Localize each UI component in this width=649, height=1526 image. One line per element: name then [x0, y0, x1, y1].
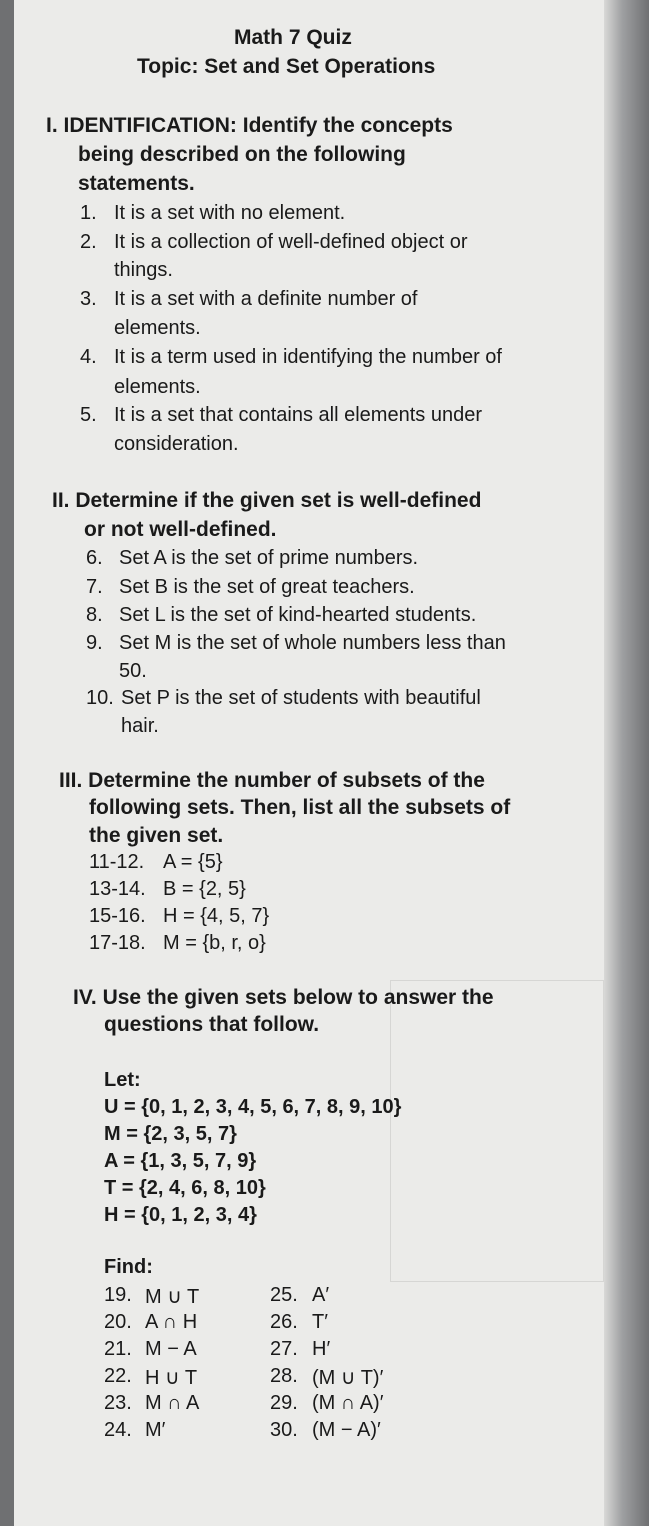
section3-heading-line1: III. Determine the number of subsets of the	[59, 769, 485, 792]
set-expression: M − A	[145, 1338, 197, 1360]
item-number: 28.	[270, 1365, 298, 1387]
item-number: 26.	[270, 1311, 298, 1333]
set-expression: H ∪ T	[145, 1367, 198, 1389]
item-text: hair.	[121, 715, 159, 737]
section3-heading-line2: following sets. Then, list all the subsets of	[89, 796, 511, 819]
item-number: 30.	[270, 1419, 298, 1441]
item-text: Set L is the set of kind-hearted students.	[119, 604, 477, 626]
item-text: It is a set that contains all elements under	[114, 404, 482, 426]
set-expression: M ∩ A	[145, 1392, 200, 1414]
set-expression: (M ∪ T)′	[312, 1367, 384, 1389]
item-number: 8.	[86, 604, 103, 626]
set-definition: U = {0, 1, 2, 3, 4, 5, 6, 7, 8, 9, 10}	[104, 1096, 402, 1118]
section3-heading-line3: the given set.	[89, 824, 224, 847]
item-number: 2.	[80, 231, 97, 253]
set-expression: (M − A)′	[312, 1419, 381, 1441]
item-number: 17-18.	[89, 932, 146, 954]
section2-heading-line1: II. Determine if the given set is well-defined	[52, 489, 482, 512]
item-text: Set B is the set of great teachers.	[119, 576, 415, 598]
item-number: 19.	[104, 1284, 132, 1306]
quiz-title: Math 7 Quiz	[234, 26, 352, 49]
item-number: 21.	[104, 1338, 132, 1360]
item-number: 20.	[104, 1311, 132, 1333]
set-expression: T′	[312, 1311, 328, 1333]
item-number: 23.	[104, 1392, 132, 1414]
set-expression: M = {b, r, o}	[163, 932, 266, 954]
item-number: 10.	[86, 687, 114, 709]
item-number: 25.	[270, 1284, 298, 1306]
section4-heading-line2: questions that follow.	[104, 1013, 320, 1036]
section1-heading-line1: I. IDENTIFICATION: Identify the concepts	[46, 114, 453, 137]
item-number: 24.	[104, 1419, 132, 1441]
item-text: elements.	[114, 317, 201, 339]
item-text: Set M is the set of whole numbers less than	[119, 632, 506, 654]
section1-heading-line3: statements.	[78, 172, 195, 195]
set-expression: H = {4, 5, 7}	[163, 905, 270, 927]
item-text: Set P is the set of students with beautiful	[121, 687, 481, 709]
set-expression: (M ∩ A)′	[312, 1392, 384, 1414]
item-text: elements.	[114, 376, 201, 398]
set-expression: B = {2, 5}	[163, 878, 246, 900]
item-text: It is a set with no element.	[114, 202, 346, 224]
item-text: It is a collection of well-defined object or	[114, 231, 468, 253]
set-expression: M′	[145, 1419, 166, 1441]
set-expression: A = {5}	[163, 851, 223, 873]
section2-heading-line2: or not well-defined.	[84, 518, 277, 541]
item-text: consideration.	[114, 433, 239, 455]
item-number: 7.	[86, 576, 103, 598]
bleed-through-box	[390, 980, 604, 1282]
section4-heading-line1: IV. Use the given sets below to answer the	[73, 986, 494, 1009]
set-definition: A = {1, 3, 5, 7, 9}	[104, 1150, 257, 1172]
quiz-topic: Topic: Set and Set Operations	[137, 55, 436, 78]
quiz-paper	[14, 0, 604, 1526]
item-number: 13-14.	[89, 878, 146, 900]
item-text: It is a set with a definite number of	[114, 288, 418, 310]
set-expression: A′	[312, 1284, 330, 1306]
section1-heading-line2: being described on the following	[78, 143, 406, 166]
item-number: 22.	[104, 1365, 132, 1387]
set-expression: A ∩ H	[145, 1311, 198, 1333]
item-text: 50.	[119, 660, 147, 682]
set-definition: T = {2, 4, 6, 8, 10}	[104, 1177, 266, 1199]
item-text: It is a term used in identifying the number of	[114, 346, 502, 368]
item-number: 3.	[80, 288, 97, 310]
paper-edge-shadow	[604, 0, 649, 1526]
let-label: Let:	[104, 1069, 141, 1091]
find-label: Find:	[104, 1256, 153, 1278]
item-number: 1.	[80, 202, 97, 224]
item-number: 5.	[80, 404, 97, 426]
item-number: 4.	[80, 346, 97, 368]
item-number: 27.	[270, 1338, 298, 1360]
set-definition: H = {0, 1, 2, 3, 4}	[104, 1204, 257, 1226]
item-number: 11-12.	[89, 851, 145, 873]
item-number: 15-16.	[89, 905, 146, 927]
set-expression: H′	[312, 1338, 331, 1360]
item-text: Set A is the set of prime numbers.	[119, 547, 419, 569]
item-number: 6.	[86, 547, 103, 569]
set-expression: M ∪ T	[145, 1286, 200, 1308]
set-definition: M = {2, 3, 5, 7}	[104, 1123, 237, 1145]
item-number: 9.	[86, 632, 103, 654]
item-number: 29.	[270, 1392, 298, 1414]
item-text: things.	[114, 259, 173, 281]
